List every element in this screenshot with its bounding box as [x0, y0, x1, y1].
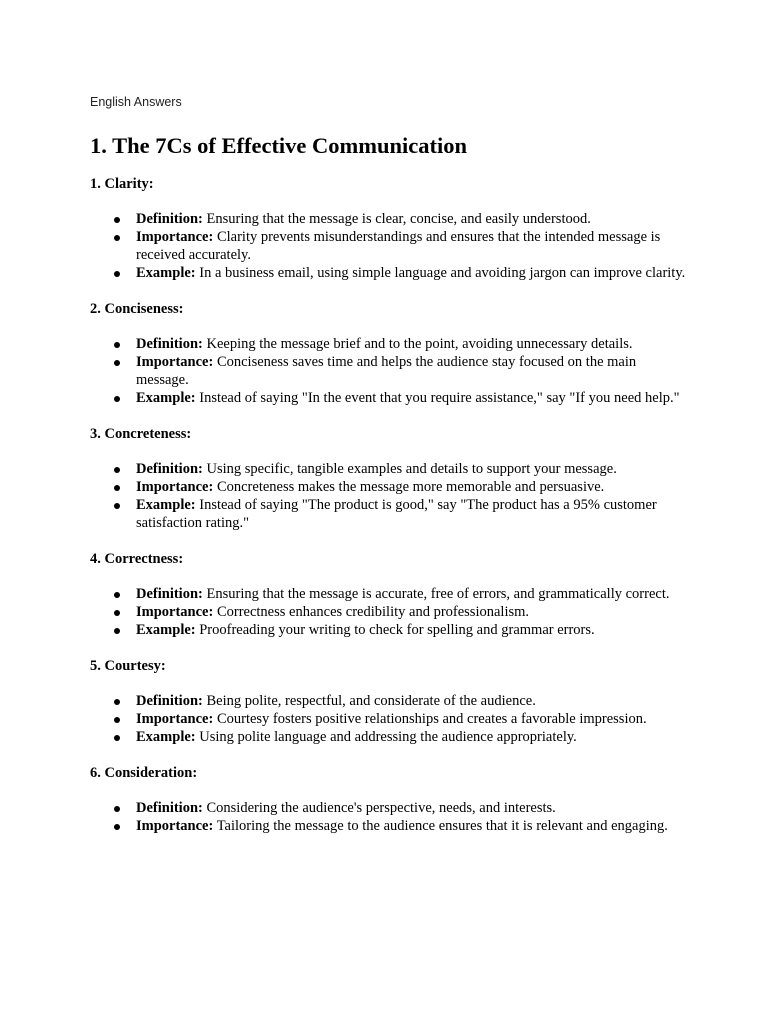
bullet-dot-icon	[114, 717, 120, 723]
bullet-dot-icon	[114, 503, 120, 509]
bullet-dot-icon	[114, 235, 120, 241]
bullet-dot-icon	[114, 396, 120, 402]
bullet-list	[90, 210, 690, 282]
bullet-text: Ensuring that the message is accurate, free of errors, and grammatically correct.	[202, 586, 670, 602]
bullet-item	[90, 728, 690, 746]
bullet-term: Definition:	[136, 693, 203, 709]
bullet-text: Being polite, respectful, and considerate of the audience.	[202, 693, 536, 709]
bullet-dot-icon	[114, 360, 120, 366]
bullet-text: Instead of saying "In the event that you require assistance," say "If you need help."	[195, 390, 680, 406]
bullet-term: Definition:	[136, 461, 203, 477]
section	[90, 300, 690, 407]
bullet-term: Definition:	[136, 800, 203, 816]
bullet-term: Example:	[136, 622, 196, 638]
bullet-text: Tailoring the message to the audience ensures that it is relevant and engaging.	[213, 818, 668, 834]
bullet-item	[90, 496, 690, 532]
bullet-item	[90, 460, 690, 478]
bullet-list	[90, 460, 690, 532]
section-heading: 6. Consideration:	[90, 765, 198, 781]
bullet-dot-icon	[114, 467, 120, 473]
bullet-item	[90, 603, 690, 621]
bullet-term: Importance:	[136, 229, 214, 245]
section	[90, 764, 690, 835]
section-heading: 5. Courtesy:	[90, 658, 166, 674]
section	[90, 657, 690, 746]
bullet-item	[90, 710, 690, 728]
document-title: 1. The 7Cs of Effective Communication	[90, 133, 468, 158]
bullet-text: Correctness enhances credibility and professionalism.	[213, 604, 530, 620]
bullet-item	[90, 585, 690, 603]
bullet-text: Conciseness saves time and helps the audience stay focused on the main message.	[136, 354, 637, 388]
bullet-term: Importance:	[136, 604, 214, 620]
bullet-term: Definition:	[136, 211, 203, 227]
section	[90, 425, 690, 532]
bullet-text: In a business email, using simple language and avoiding jargon can improve clarity.	[195, 265, 686, 281]
bullet-text: Instead of saying "The product is good," say "The product has a 95% customer satisfaction rating."	[136, 497, 657, 531]
bullet-text: Courtesy fosters positive relationships and creates a favorable impression.	[213, 711, 647, 727]
bullet-item	[90, 621, 690, 639]
bullet-term: Example:	[136, 497, 196, 513]
bullet-term: Importance:	[136, 354, 214, 370]
section-heading: 2. Conciseness:	[90, 301, 184, 317]
bullet-dot-icon	[114, 824, 120, 830]
bullet-list	[90, 799, 690, 835]
bullet-item	[90, 799, 690, 817]
section-heading: 3. Concreteness:	[90, 426, 192, 442]
bullet-dot-icon	[114, 217, 120, 223]
bullet-text: Using specific, tangible examples and details to support your message.	[202, 461, 617, 477]
bullet-dot-icon	[114, 628, 120, 634]
bullet-dot-icon	[114, 342, 120, 348]
bullet-item	[90, 210, 690, 228]
bullet-dot-icon	[114, 592, 120, 598]
bullet-text: Proofreading your writing to check for spelling and grammar errors.	[195, 622, 595, 638]
section	[90, 550, 690, 639]
bullet-dot-icon	[114, 610, 120, 616]
bullet-item	[90, 692, 690, 710]
bullet-text: Keeping the message brief and to the point, avoiding unnecessary details.	[202, 336, 633, 352]
section-heading: 1. Clarity:	[90, 176, 154, 192]
bullet-term: Importance:	[136, 711, 214, 727]
bullet-term: Importance:	[136, 818, 214, 834]
bullet-text: Concreteness makes the message more memorable and persuasive.	[213, 479, 605, 495]
bullet-item	[90, 817, 690, 835]
bullet-term: Example:	[136, 265, 196, 281]
bullet-item	[90, 228, 690, 264]
bullet-text: Considering the audience's perspective, needs, and interests.	[202, 800, 556, 816]
bullet-term: Definition:	[136, 586, 203, 602]
section	[90, 175, 690, 282]
document-header-label: English Answers	[90, 95, 182, 109]
bullet-term: Example:	[136, 729, 196, 745]
bullet-dot-icon	[114, 735, 120, 741]
bullet-text: Clarity prevents misunderstandings and ensures that the intended message is received accurately.	[136, 229, 661, 263]
bullet-list	[90, 585, 690, 639]
bullet-term: Definition:	[136, 336, 203, 352]
bullet-text: Ensuring that the message is clear, concise, and easily understood.	[202, 211, 591, 227]
bullet-term: Example:	[136, 390, 196, 406]
bullet-item	[90, 353, 690, 389]
document-content	[90, 126, 690, 835]
bullet-dot-icon	[114, 699, 120, 705]
bullet-term: Importance:	[136, 479, 214, 495]
bullet-list	[90, 692, 690, 746]
bullet-item	[90, 478, 690, 496]
bullet-item	[90, 389, 690, 407]
bullet-dot-icon	[114, 271, 120, 277]
bullet-dot-icon	[114, 806, 120, 812]
bullet-text: Using polite language and addressing the audience appropriately.	[195, 729, 577, 745]
bullet-item	[90, 335, 690, 353]
bullet-list	[90, 335, 690, 407]
section-heading: 4. Correctness:	[90, 551, 184, 567]
sections-container	[90, 175, 690, 835]
bullet-item	[90, 264, 690, 282]
bullet-dot-icon	[114, 485, 120, 491]
